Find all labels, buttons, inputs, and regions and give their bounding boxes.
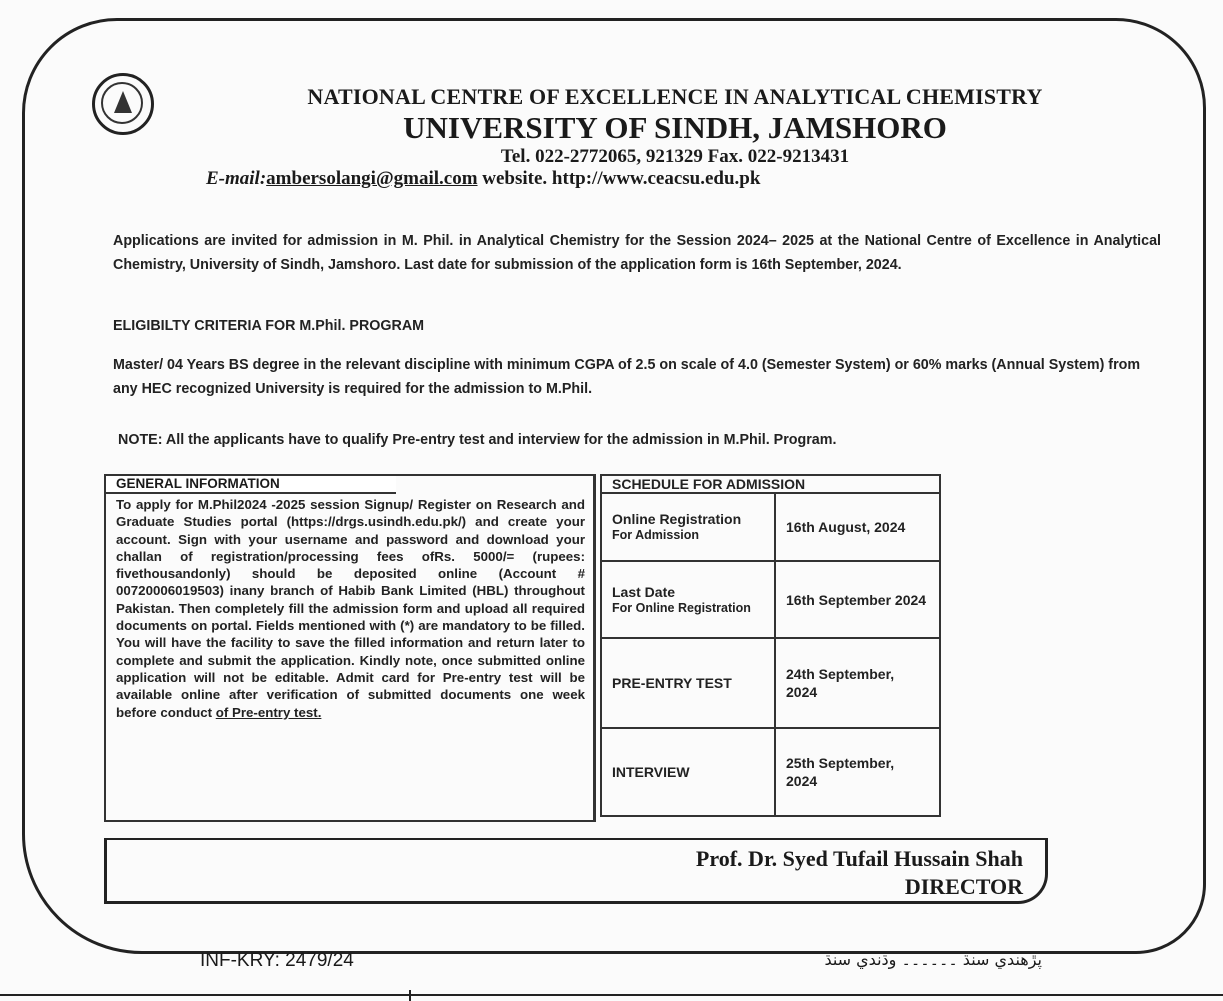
eligibility-heading: ELIGIBILTY CRITERIA FOR M.Phil. PROGRAM xyxy=(113,318,425,334)
general-information-text xyxy=(106,494,593,721)
director-title: DIRECTOR xyxy=(904,874,1023,899)
general-information-body: To apply for M.Phil2024 -2025 session Signup/ Register on Research and Graduate Studies portal (https://drgs.usindh.edu.pk/) and create your account. Sign with your username and password and download your challan of registration/processing fees ofRs. 5000/= (rupees: fivethousandonly) should be deposited online (Account # 00720006019503) inany branch of Habib Bank Limited (HBL) throughout Pakistan. Then completely fill the admission form and upload all required documents on portal. Fields mentioned with (*) are mandatory to be filled. You will have the facility to save the filled information and return later to complete and submit the application. Kindly note, once submitted online application will not be editable. Admit card for Pre-entry test will be available online after verification of submitted documents one week before conduct xyxy=(116,497,585,720)
schedule-date: 16th September 2024 xyxy=(775,561,940,638)
website[interactable]: website. http://www.ceacsu.edu.pk xyxy=(477,168,761,189)
director-name: Prof. Dr. Syed Tufail Hussain Shah xyxy=(695,846,1023,871)
sindhi-slogan: پڙهندي سنڌ ۔۔۔۔۔۔ وڌندي سنڌ xyxy=(824,950,1042,969)
email-label: E-mail: xyxy=(206,168,267,189)
schedule-date: 16th August, 2024 xyxy=(775,493,940,561)
schedule-table xyxy=(600,474,941,817)
general-information-heading: GENERAL INFORMATION xyxy=(106,476,396,494)
note-text: All the applicants have to qualify Pre-entry test and interview for the admission in M.Phil. Program. xyxy=(162,432,837,448)
schedule-sublabel: For Admission xyxy=(612,528,700,542)
reference-number: INF-KRY: 2479/24 xyxy=(200,950,354,971)
university-name: UNIVERSITY OF SINDH, JAMSHORO xyxy=(403,110,947,145)
email-link[interactable]: ambersolangi@gmail.com xyxy=(266,168,478,189)
schedule-date: 24th September, 2024 xyxy=(775,638,940,728)
note-label: NOTE: xyxy=(118,432,163,448)
table-row xyxy=(601,493,940,561)
org-name: NATIONAL CENTRE OF EXCELLENCE IN ANALYTICAL CHEMISTRY xyxy=(307,84,1043,109)
note xyxy=(118,428,836,452)
schedule-label: INTERVIEW xyxy=(612,763,690,780)
schedule-label: Last Date xyxy=(612,583,676,600)
general-information-box xyxy=(104,474,596,822)
divider xyxy=(0,994,1223,996)
schedule-label: Online Registration xyxy=(612,511,742,527)
divider-tick xyxy=(409,990,411,1001)
schedule-label: PRE-ENTRY TEST xyxy=(612,674,732,691)
contact-line: Tel. 022-2772065, 921329 Fax. 022-9213431 xyxy=(500,146,850,167)
email-website-line xyxy=(206,168,760,190)
eligibility-text: Master/ 04 Years BS degree in the relevant discipline with minimum CGPA of 2.5 on scale of 4.0 (Semester System) or 60% marks (Annual System) from any HEC recognized University is required for the admission to M.Phil. xyxy=(113,357,1141,397)
schedule-sublabel: For Online Registration xyxy=(612,600,751,615)
intro-paragraph: Applications are invited for admission in M. Phil. in Analytical Chemistry for the Session 2024– 2025 at the National Centre of Excellence in Analytical Chemistry, University of Sindh, Jamshoro. Last date for submission of the application form is 16th September, 2024. xyxy=(113,233,1161,273)
table-row xyxy=(601,728,940,816)
general-information-end: of Pre-entry test. xyxy=(215,704,322,720)
table-row xyxy=(601,561,940,638)
schedule-heading: SCHEDULE FOR ADMISSION xyxy=(601,475,940,493)
table-row xyxy=(601,638,940,728)
schedule-date: 25th September, 2024 xyxy=(775,728,940,816)
